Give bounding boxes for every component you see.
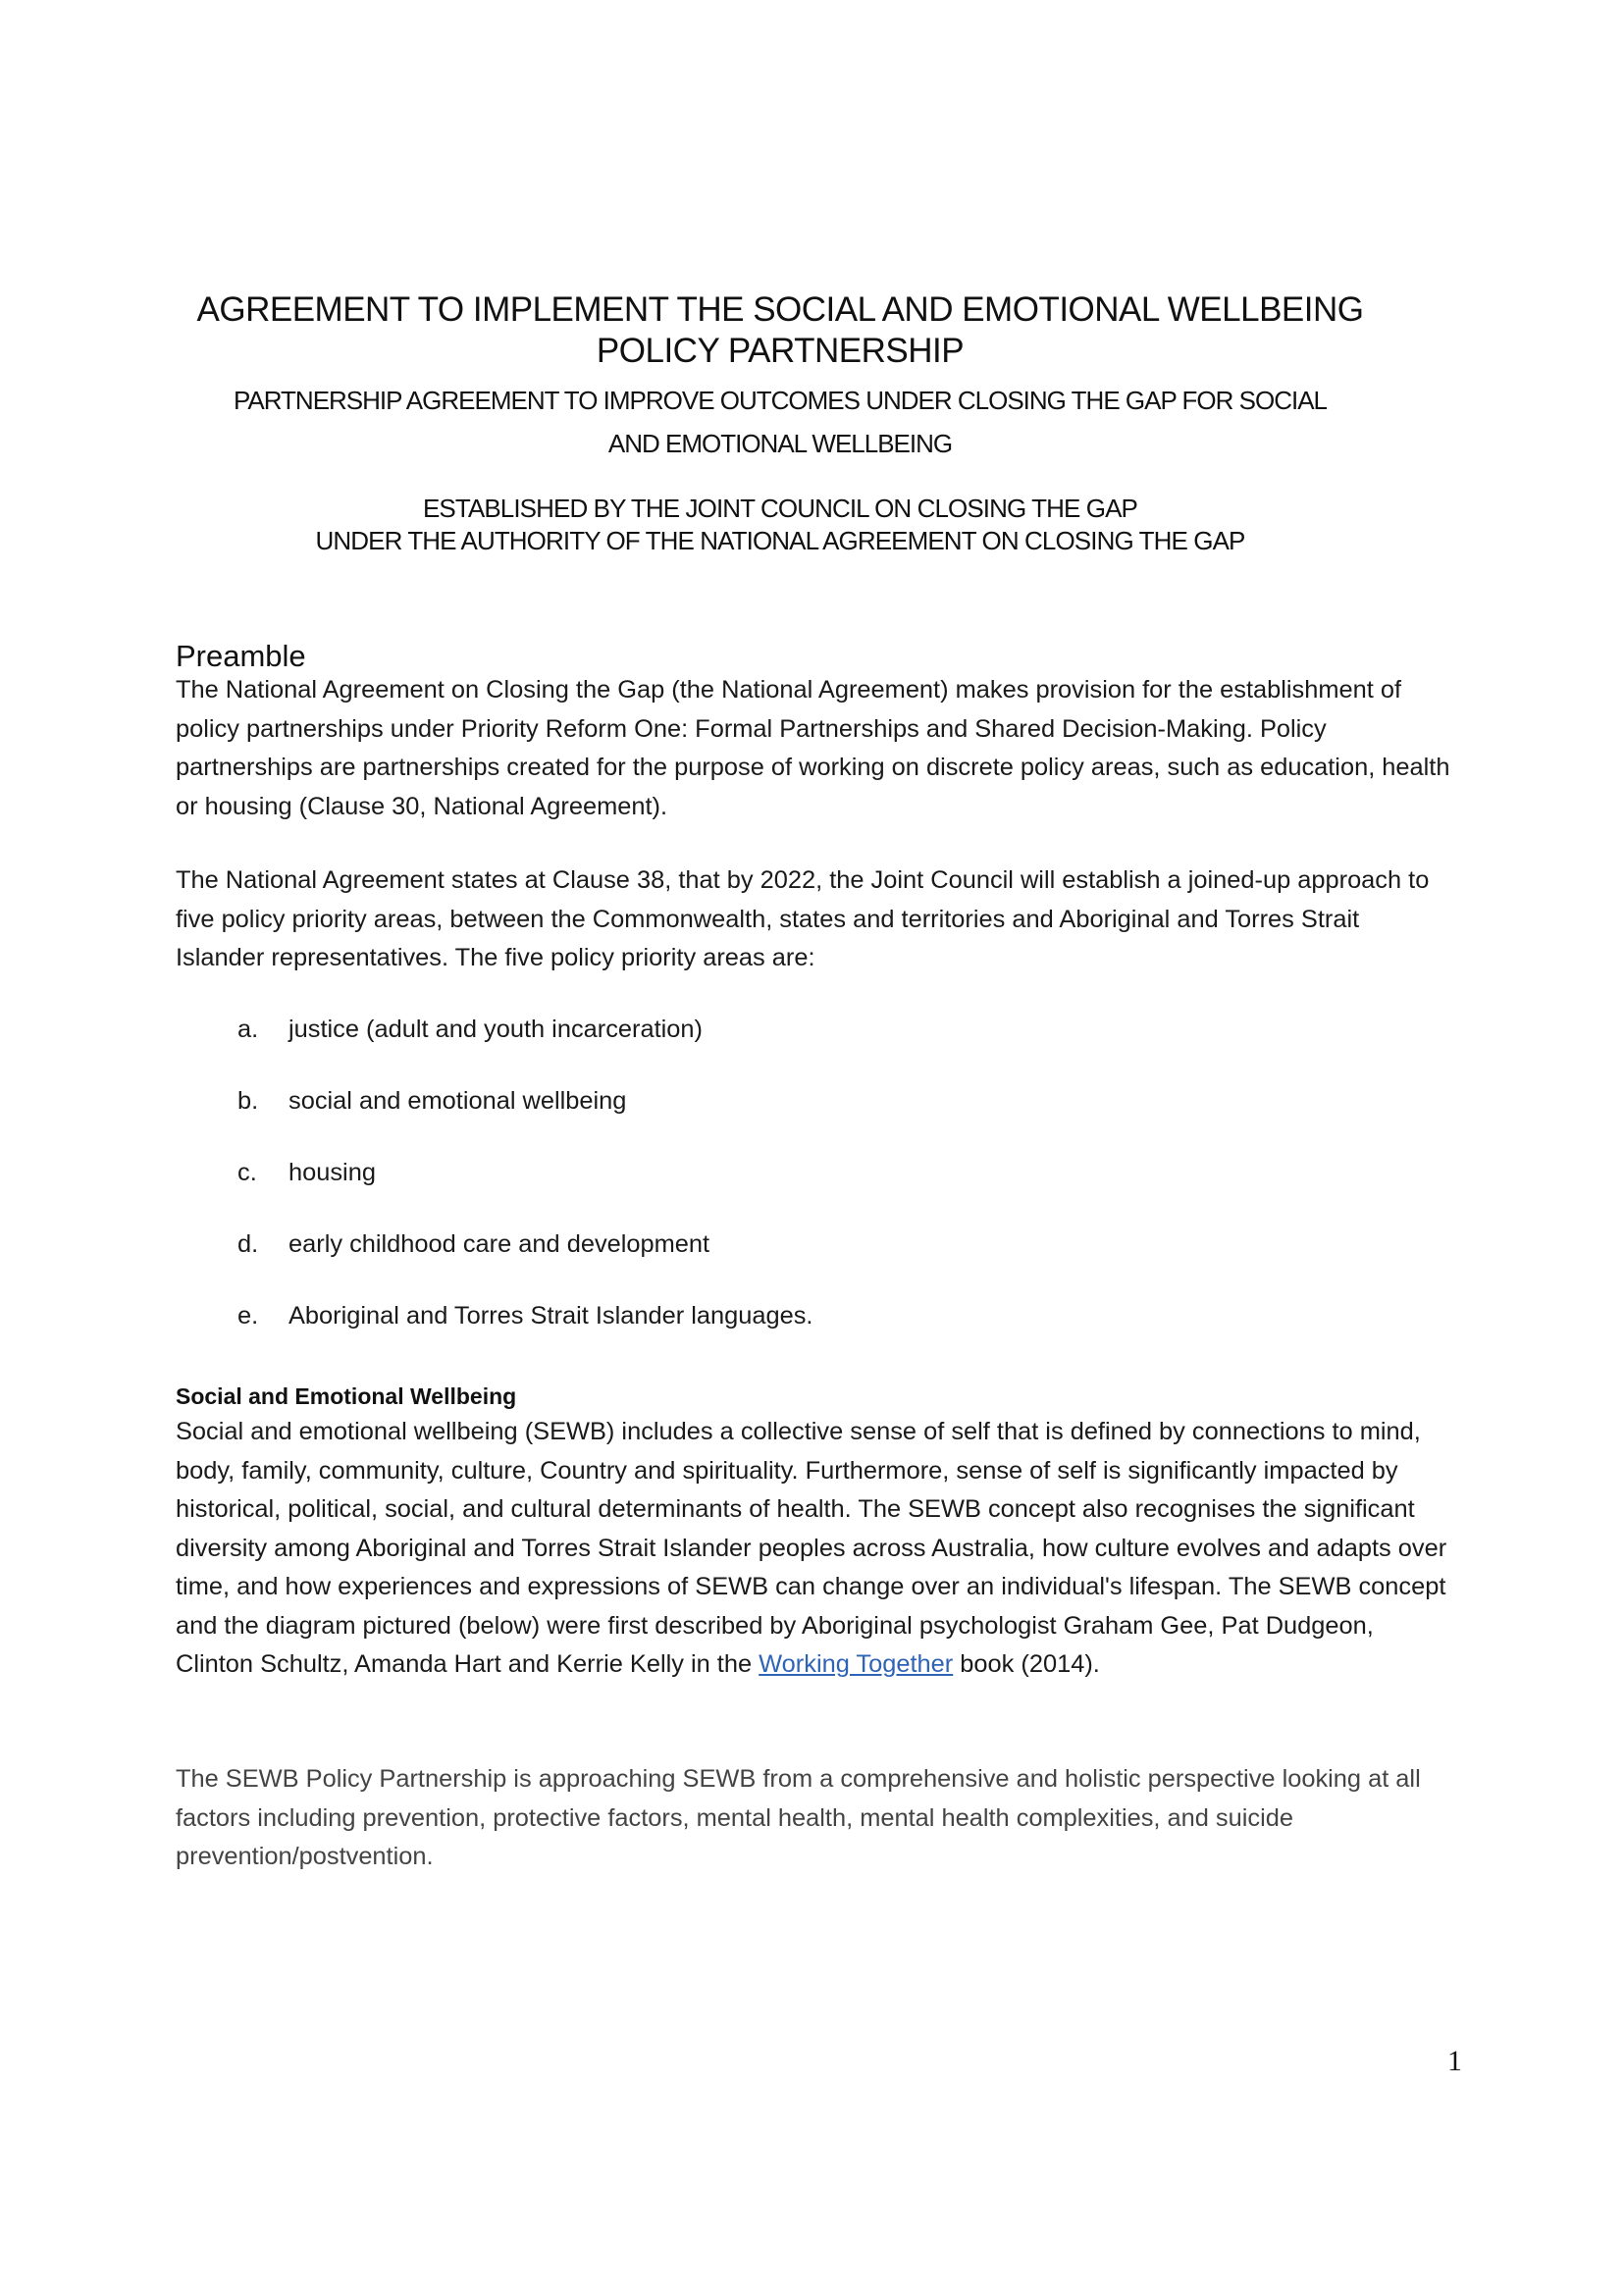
established-line-2: UNDER THE AUTHORITY OF THE NATIONAL AGREEMENT ON CLOSING THE GAP xyxy=(315,526,1245,555)
preamble-paragraph-1: The National Agreement on Closing the Gap (the National Agreement) makes provision for the establishment of policy partnerships under Priority Reform One: Formal Partnerships and Shared Decision-Making. Policy partnerships are partnerships created for the purpose of working on discrete policy areas, such as education, health or housing (Clause 30, National Agreement). xyxy=(176,676,1450,820)
list-item xyxy=(176,1012,1353,1047)
document-subtitle-line-2: AND EMOTIONAL WELLBEING xyxy=(607,429,953,458)
list-item-text: housing xyxy=(288,1159,376,1186)
list-item xyxy=(176,1083,1353,1119)
list-marker: b. xyxy=(237,1087,259,1115)
sewb-paragraph-1-tail: book (2014). xyxy=(953,1650,1100,1678)
document-title-line-1: AGREEMENT TO IMPLEMENT THE SOCIAL AND EMOTIONAL WELLBEING xyxy=(196,290,1364,329)
list-item-text: social and emotional wellbeing xyxy=(288,1087,627,1115)
page-number: 1 xyxy=(1447,2045,1462,2077)
sewb-paragraph-2: The SEWB Policy Partnership is approaching SEWB from a comprehensive and holistic perspective looking at all factors including prevention, protective factors, mental health, mental health complexities, and suicide prevention/postvention. xyxy=(176,1765,1421,1870)
sewb-paragraph-1-text: Social and emotional wellbeing (SEWB) includes a collective sense of self that is defined by connections to mind, body, family, community, culture, Country and spirituality. Furthermore, sense of self is significantly impacted by historical, political, social, and cultural determinants of health. The SEWB concept also recognises the significant diversity among Aboriginal and Torres Strait Islander peoples across Australia, how culture evolves and adapts over time, and how experiences and expressions of SEWB can change over an individual's lifespan. The SEWB concept and the diagram pictured (below) were first described by Aboriginal psychologist Graham Gee, Pat Dudgeon, Clinton Schultz, Amanda Hart and Kerrie Kelly in the xyxy=(176,1418,1447,1678)
list-item-text: early childhood care and development xyxy=(288,1230,710,1258)
list-item-text: justice (adult and youth incarceration) xyxy=(288,1016,703,1043)
established-line-1: ESTABLISHED BY THE JOINT COUNCIL ON CLOSING THE GAP xyxy=(422,494,1138,523)
preamble-heading: Preamble xyxy=(176,639,306,673)
preamble-paragraph-2: The National Agreement states at Clause 38, that by 2022, the Joint Council will establish a joined-up approach to five policy priority areas, between the Commonwealth, states and territories and Aboriginal and Torres Strait Islander representatives. The five policy priority areas are: xyxy=(176,866,1430,971)
list-marker: a. xyxy=(237,1016,259,1043)
sewb-paragraph-1 xyxy=(176,1413,1451,1685)
list-item xyxy=(176,1155,1353,1190)
list-item xyxy=(176,1298,1353,1333)
list-item-text: Aboriginal and Torres Strait Islander languages. xyxy=(288,1302,813,1330)
document-subtitle-line-1: PARTNERSHIP AGREEMENT TO IMPROVE OUTCOMES UNDER CLOSING THE GAP FOR SOCIAL xyxy=(233,386,1328,415)
list-marker: e. xyxy=(237,1302,259,1330)
list-marker: c. xyxy=(237,1159,257,1186)
document-title-line-2: POLICY PARTNERSHIP xyxy=(596,332,965,370)
working-together-link[interactable]: Working Together xyxy=(759,1650,954,1678)
list-marker: d. xyxy=(237,1230,259,1258)
sewb-heading: Social and Emotional Wellbeing xyxy=(176,1383,517,1409)
list-item xyxy=(176,1226,1353,1262)
